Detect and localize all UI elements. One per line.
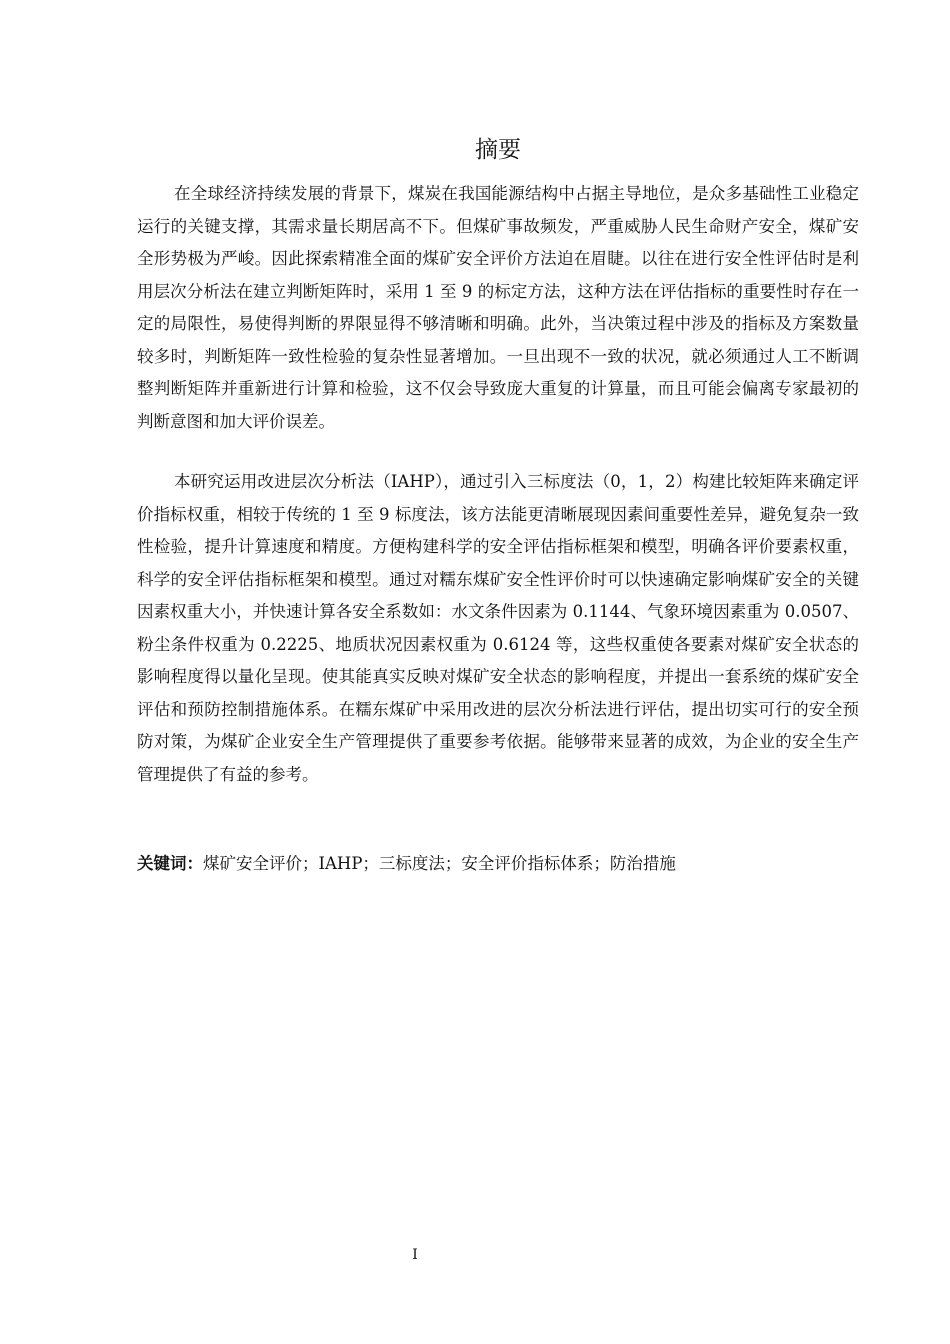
abstract-paragraph-2: 本研究运用改进层次分析法（IAHP），通过引入三标度法（0，1，2）构建比较矩阵来确定评价指标权重，相较于传统的 1 至 9 标度法，该方法能更清晰展现因素间重要性差异，避免复杂一致性检验，提升计算速度和精度。方便构建科学的安全评估指标框架和模型，明确各评价要素权重，科学的安全评估指标框架和模型。通过对糯东煤矿安全性评价时可以快速确定影响煤矿安全的关键因素权重大小，并快速计算各安全系数如：水文条件因素为 0.1144、气象环境因素重为 0.0507、粉尘条件权重为 0.2225、地质状况因素权重为 0.6124 等，这些权重使各要素对煤矿安全状态的影响程度得以量化呈现。使其能真实反映对煤矿安全状态的影响程度，并提出一套系统的煤矿安全评估和预防控制措施体系。在糯东煤矿中采用改进的层次分析法进行评估，提出切实可行的安全预防对策，为煤矿企业安全生产管理提供了重要参考依据。能够带来显著的成效，为企业的安全生产管理提供了有益的参考。 <box>137 472 859 784</box>
keywords-line <box>137 848 859 880</box>
abstract-title: 摘要 <box>475 137 521 163</box>
abstract-paragraph-1: 在全球经济持续发展的背景下，煤炭在我国能源结构中占据主导地位，是众多基础性工业稳定运行的关键支撑，其需求量长期居高不下。但煤矿事故频发，严重威胁人民生命财产安全，煤矿安全形势极为严峻。因此探索精准全面的煤矿安全评价方法迫在眉睫。以往在进行安全性评估时是利用层次分析法在建立判断矩阵时，采用 1 至 9 的标定方法，这种方法在评估指标的重要性时存在一定的局限性，易使得判断的界限显得不够清晰和明确。此外，当决策过程中涉及的指标及方案数量较多时，判断矩阵一致性检验的复杂性显著增加。一旦出现不一致的状况，就必须通过人工不断调整判断矩阵并重新进行计算和检验，这不仅会导致庞大重复的计算量，而且可能会偏离专家最初的判断意图和加大评价误差。 <box>137 184 859 431</box>
page-number: I <box>412 1247 418 1263</box>
keywords-text: 煤矿安全评价；IAHP；三标度法；安全评价指标体系；防治措施 <box>203 854 676 873</box>
keywords-label: 关键词： <box>137 854 203 873</box>
